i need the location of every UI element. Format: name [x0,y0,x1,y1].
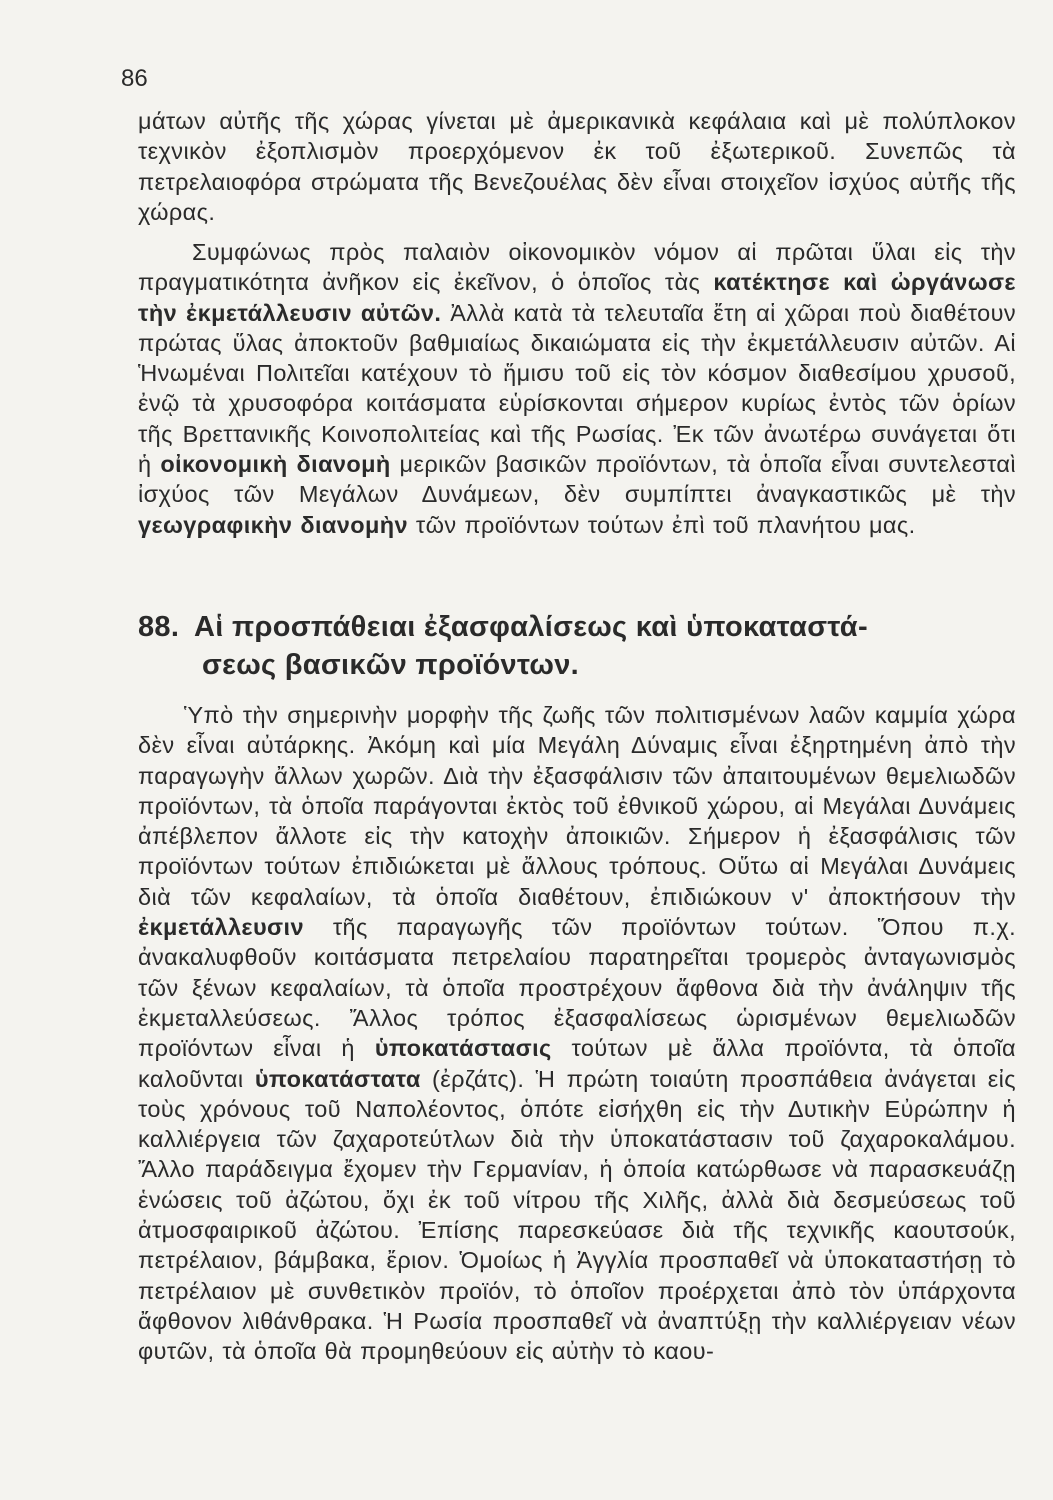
paragraph-substitution [138,700,1016,1367]
paragraph-continuation [138,106,1016,227]
bold-term: ὑποκατάστασις [374,1035,552,1062]
page-number: 86 [121,65,148,92]
paragraph-text: (ἐρζάτς). Ἡ πρώτη τοιαύτη προσπάθεια ἀνάγεται εἰς τοὺς χρόνους τοῦ Ναπολέοντος, ὁπότε εἰσήχθη εἰς τὴν Δυτικὴν Εὐρώπην ἡ καλλιέργεια τῶν ζαχαροτεύτλων διὰ τὴν ὑποκατάστασιν τοῦ ζαχαροκαλάμου. Ἄλλο παράδειγμα ἔχομεν τὴν Γερμανίαν, ἡ ὁποία κατώρθωσε νὰ παρασκευάζῃ ἑνώσεις τοῦ ἀζώτου, ὄχι ἐκ τοῦ νίτρου τῆς Χιλῆς, ἀλλὰ διὰ δεσμεύσεως τοῦ ἀτμοσφαιρικοῦ ἀζώτου. Ἐπίσης παρεσκεύασε διὰ τῆς τεχνικῆς καουτσούκ, πετρέλαιον, βάμβακα, ἔριον. Ὁμοίως ἡ Ἀγγλία προσπαθεῖ νὰ ὑποκαταστήσῃ τὸ πετρέλαιον μὲ συνθετικὸν προϊόν, τὸ ὁποῖον προέρχεται ἀπὸ τὸν ὑπάρχοντα ἄφθονον λιθάνθρακα. Ἡ Ρωσία προσπαθεῖ νὰ ἀναπτύξῃ τὴν καλλιέργειαν νέων φυτῶν, τὰ ὁποῖα θὰ προμηθεύουν εἰς αὐτὴν τὸ καου- [138,1065,1017,1365]
paragraph-text: μάτων αὐτῆς τῆς χώρας γίνεται μὲ ἀμερικανικὰ κεφάλαια καὶ μὲ πολύπλοκον τεχνικὸν ἐξοπλισμὸν προερχόμενον ἐκ τοῦ ἐξωτερικοῦ. Συνεπῶς τὰ πετρελαιοφόρα στρώματα τῆς Βενεζουέλας δὲν εἶναι στοιχεῖον ἰσχύος αὐτῆς τῆς χώρας. [138,108,1016,225]
paragraph-text: τούτων μὲ ἄλλα προϊόντα, τὰ ὁποῖα καλοῦνται [138,1035,1016,1092]
section-heading [138,608,1018,684]
paragraph-text: Ἀλλὰ κατὰ τὰ τελευταῖα ἔτη αἱ χῶραι ποὺ διαθέτουν πρώτας ὕλας ἀποκτοῦν βαθμιαίως δικαιώματα εἰς τὴν ἐκμετάλλευσιν αὐτῶν. Αἱ Ἡνωμέναι Πολιτεῖαι κατέχουν τὸ ἥμισυ τοῦ εἰς τὸν κόσμον διαθεσίμου χρυσοῦ, ἐνῷ τὰ χρυσοφόρα κοιτάσματα εὑρίσκονται σήμερον κυρίως ἐντὸς τῶν ὁρίων τῆς Βρεττανικῆς Κοινοπολιτείας καὶ τῆς Ρωσίας. Ἐκ τῶν ἀνωτέρω συνάγεται ὅτι ἡ [138,299,1016,478]
section-title-line-1: Αἱ προσπάθειαι ἐξασφαλίσεως καὶ ὑποκαταστά- [194,611,868,643]
paragraph-text: τῶν προϊόντων τούτων ἐπὶ τοῦ πλανήτου μας. [407,511,916,538]
paragraph-text: τῆς παραγωγῆς τῶν προϊόντων τούτων. Ὅπου π.χ. ἀνακαλυφθοῦν κοιτάσματα πετρελαίου παρατηρεῖται τρομερὸς ἀνταγωνισμὸς τῶν ξένων κεφαλαίων, τὰ ὁποῖα προστρέχουν ἄφθονα διὰ τὴν ἀνάληψιν τῆς ἐκμεταλλεύσεως. Ἄλλος τρόπος ἐξασφαλίσεως ὡρισμένων θεμελιωδῶν προϊόντων εἶναι ἡ [138,914,1016,1062]
section-title-line-2: σεως βασικῶν προϊόντων. [202,649,579,681]
section-number: 88. [138,611,180,643]
paragraph-text: Ὑπὸ τὴν σημερινὴν μορφὴν τῆς ζωῆς τῶν πολιτισμένων λαῶν καμμία χώρα δὲν εἶναι αὐτάρκης. Ἀκόμη καὶ μία Μεγάλη Δύναμις εἶναι ἐξηρτημένη ἀπὸ τὴν παραγωγὴν ἄλλων χωρῶν. Διὰ τὴν ἐξασφάλισιν τῶν ἀπαιτουμένων θεμελιωδῶν προϊόντων, τὰ ὁποῖα παράγονται ἐκτὸς τοῦ ἐθνικοῦ χώρου, αἱ Μεγάλαι Δυνάμεις ἀπέβλεπον ἄλλοτε εἰς τὴν κατοχὴν ἀποικιῶν. Σήμερον ἡ ἐξασφάλισις τῶν προϊόντων τούτων ἐπιδιώκεται μὲ ἄλλους τρόπους. Οὕτω αἱ Μεγάλαι Δυνάμεις διὰ τῶν κεφαλαίων, τὰ ὁποῖα διαθέτουν, ἐπιδιώκουν ν' ἀποκτήσουν τὴν [138,702,1016,910]
paragraph-text: Συμφώνως πρὸς παλαιὸν οἰκονομικὸν νόμον αἱ πρῶται ὕλαι εἰς τὴν πραγματικότητα ἀνῆκον εἰς ἐκεῖνον, ὁ ὁποῖος τὰς [138,239,1016,296]
bold-term: οἰκονομικὴ διανομὴ [160,451,391,478]
paragraph-raw-materials [138,237,1016,540]
bold-term: ἐκμετάλλευσιν [138,914,304,941]
bold-term: γεωγραφικὴν διανομὴν [138,511,408,538]
paragraph-text: μερικῶν βασικῶν προϊόντων, τὰ ὁποῖα εἶναι συντελεσταὶ ἰσχύος τῶν Μεγάλων Δυνάμεων, δὲν συμπίπτει ἀναγκαστικῶς μὲ τὴν [138,451,1016,508]
bold-term: κατέκτησε καὶ ὠργάνωσε τὴν ἐκμετάλλευσιν αὐτῶν. [138,269,1016,326]
bold-term: ὑποκατάστατα [254,1065,421,1092]
